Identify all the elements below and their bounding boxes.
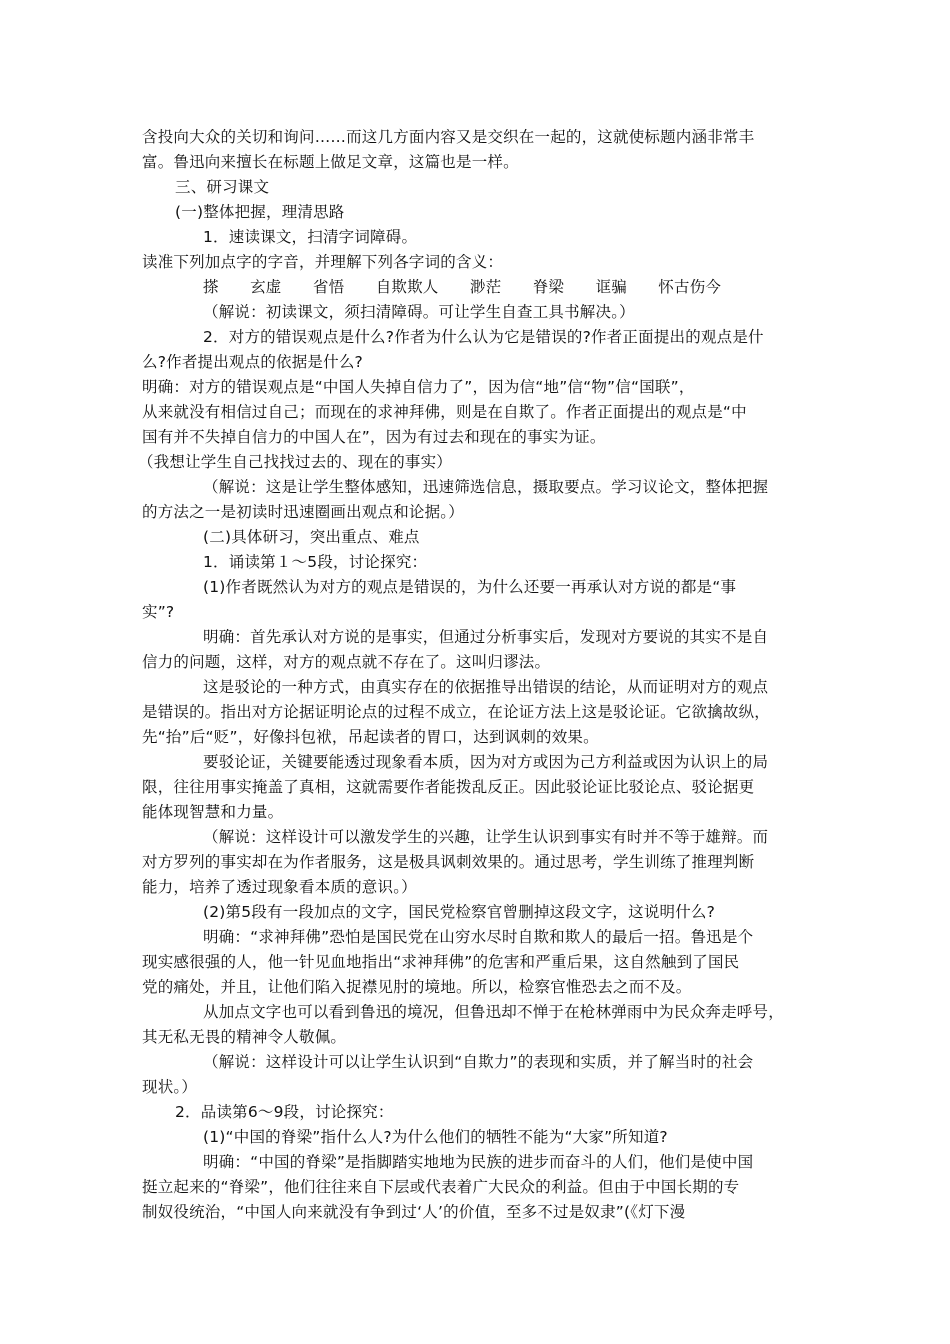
text-line: 挺立起来的“脊梁”，他们往往来自下层或代表着广大民众的利益。但由于中国长期的专 [142, 1178, 740, 1196]
text-line: 先“抬”后“贬”，好像抖包袱，吊起读者的胃口，达到讽刺的效果。 [142, 728, 599, 746]
text-line: （解说：初读课文，须扫清障碍。可让学生自查工具书解决。） [203, 303, 635, 321]
section-heading: 三、研习课文 [175, 178, 270, 196]
text-line: (1)“中国的脊梁”指什么人?为什么他们的牺牲不能为“大家”所知道? [203, 1128, 668, 1146]
text-line: 信力的问题，这样，对方的观点就不存在了。这叫归谬法。 [142, 653, 551, 671]
text-line: (2)第5段有一段加点的文字，国民党检察官曾删掉这段文字，这说明什么? [203, 903, 716, 921]
text-line: 1．诵读第１～5段，讨论探究： [203, 553, 428, 571]
text-line: 2．品读第6～9段，讨论探究： [175, 1103, 394, 1121]
text-line: 富。鲁迅向来擅长在标题上做足文章，这篇也是一样。 [142, 153, 519, 171]
subsection-heading: (一)整体把握，理清思路 [175, 203, 345, 221]
text-line: 要驳论证，关键要能透过现象看本质，因为对方或因为己方利益或因为认识上的局 [203, 753, 769, 771]
text-line: 明确：首先承认对方说的是事实，但通过分析事实后，发现对方要说的其实不是自 [203, 628, 769, 646]
text-line: 限，往往用事实掩盖了真相，这就需要作者能拨乱反正。因此驳论证比驳论点、驳论据更 [142, 778, 755, 796]
text-line: 能力，培养了透过现象看本质的意识。） [142, 878, 417, 896]
text-line: 的方法之一是初读时迅速圈画出观点和论据。） [142, 503, 464, 521]
text-line: 1．速读课文，扫清字词障碍。 [203, 228, 418, 246]
text-line: 这是驳论的一种方式，由真实存在的依据推导出错误的结论，从而证明对方的观点 [203, 678, 769, 696]
text-line: （解说：这样设计可以激发学生的兴趣，让学生认识到事实有时并不等于雄辩。而 [203, 828, 769, 846]
text-line: （解说：这样设计可以让学生认识到“自欺力”的表现和实质，并了解当时的社会 [203, 1053, 754, 1071]
text-line: 从加点文字也可以看到鲁迅的境况，但鲁迅却不惮于在枪林弹雨中为民众奔走呼号， [203, 1003, 784, 1021]
text-line: 党的痛处，并且，让他们陷入捉襟见肘的境地。所以，检察官惟恐去之而不及。 [142, 978, 692, 996]
text-line: 明确：“中国的脊梁”是指脚踏实地地为民族的进步而奋斗的人们，他们是使中国 [203, 1153, 754, 1171]
text-line: 2．对方的错误观点是什么?作者为什么认为它是错误的?作者正面提出的观点是什 [203, 328, 764, 346]
subsection-heading: (二)具体研习，突出重点、难点 [203, 528, 420, 546]
text-line: 明确：“求神拜佛”恐怕是国民党在山穷水尽时自欺和欺人的最后一招。鲁迅是个 [203, 928, 754, 946]
text-line: 能体现智慧和力量。 [142, 803, 284, 821]
vocabulary-list: 搽 玄虚 省悟 自欺欺人 渺茫 脊梁 诓骗 怀古伤今 [203, 278, 722, 296]
text-line: 现状。） [142, 1078, 198, 1096]
text-line: 么?作者提出观点的依据是什么? [142, 353, 363, 371]
text-line: 国有并不失掉自信力的中国人在”，因为有过去和现在的事实为证。 [142, 428, 606, 446]
text-line: 读准下列加点字的字音，并理解下列各字词的含义： [142, 253, 504, 271]
text-line: 对方罗列的事实却在为作者服务，这是极具讽刺效果的。通过思考，学生训练了推理判断 [142, 853, 755, 871]
text-line: 是错误的。指出对方论据证明论点的过程不成立，在论证方法上这是驳论证。它欲擒故纵， [142, 703, 771, 721]
text-line: 明确：对方的错误观点是“中国人失掉自信力了”，因为信“地”信“物”信“国联”， [142, 378, 695, 396]
text-line: （我想让学生自己找找过去的、现在的事实） [138, 453, 453, 471]
text-line: 现实感很强的人，他一针见血地指出“求神拜佛”的危害和严重后果，这自然触到了国民 [142, 953, 740, 971]
text-line: 从来就没有相信过自己；而现在的求神拜佛，则是在自欺了。作者正面提出的观点是“中 [142, 403, 747, 421]
text-line: 制奴役统治，“中国人向来就没有争到过‘人’的价值，至多不过是奴隶”(《灯下漫 [142, 1203, 686, 1221]
text-line: 含投向大众的关切和询问……而这几方面内容又是交织在一起的，这就使标题内涵非常丰 [142, 128, 755, 146]
text-line: (1)作者既然认为对方的观点是错误的，为什么还要一再承认对方说的都是“事 [203, 578, 737, 596]
text-line: （解说：这是让学生整体感知，迅速筛选信息，摄取要点。学习议论文，整体把握 [203, 478, 769, 496]
text-line: 实”? [142, 603, 175, 621]
text-line: 其无私无畏的精神令人敬佩。 [142, 1028, 347, 1046]
